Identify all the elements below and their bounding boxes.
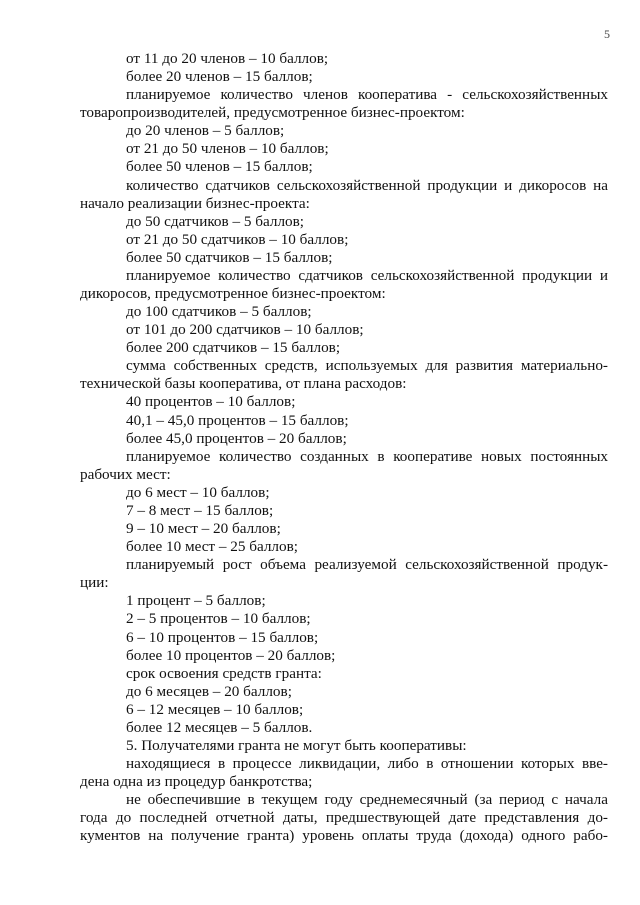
text-line: до 6 мест – 10 баллов;: [126, 483, 270, 501]
text-line: 7 – 8 мест – 15 баллов;: [126, 501, 274, 519]
text-line: рабочих мест:: [80, 465, 171, 483]
text-line: до 50 сдатчиков – 5 баллов;: [126, 212, 305, 230]
text-line: ции:: [80, 574, 109, 592]
text-line: года до последней отчетной даты, предшествующей дате представления до-: [80, 809, 608, 827]
text-line: сумма собственных средств, используемых для развития материально-: [126, 357, 608, 375]
text-line: дена одна из процедур банкротства;: [80, 773, 313, 791]
text-line: более 20 членов – 15 баллов;: [126, 68, 313, 86]
text-line: дикоросов, предусмотренное бизнес-проектом:: [80, 285, 386, 303]
text-line: более 12 месяцев – 5 баллов.: [126, 718, 313, 736]
text-line: до 20 членов – 5 баллов;: [126, 122, 285, 140]
text-line: начало реализации бизнес-проекта:: [80, 194, 310, 212]
text-line: планируемое количество созданных в кооперативе новых постоянных: [126, 447, 608, 465]
text-line: более 10 процентов – 20 баллов;: [126, 646, 336, 664]
text-line: планируемое количество сдатчиков сельскохозяйственной продукции и: [126, 266, 608, 284]
text-line: находящиеся в процессе ликвидации, либо в отношении которых вве-: [126, 755, 608, 773]
text-line: технической базы кооператива, от плана расходов:: [80, 375, 407, 393]
text-line: планируемое количество членов кооператива - сельскохозяйственных: [126, 86, 608, 104]
text-line: до 6 месяцев – 20 баллов;: [126, 682, 292, 700]
text-line: 40,1 – 45,0 процентов – 15 баллов;: [126, 411, 349, 429]
text-line: 6 – 12 месяцев – 10 баллов;: [126, 700, 304, 718]
text-line: более 10 мест – 25 баллов;: [126, 538, 298, 556]
text-line: до 100 сдатчиков – 5 баллов;: [126, 303, 312, 321]
page-number: 5: [604, 27, 610, 41]
text-line: не обеспечившие в текущем году среднемесячный (за период с начала: [126, 791, 608, 809]
text-line: 2 – 5 процентов – 10 баллов;: [126, 610, 311, 628]
text-line: 9 – 10 мест – 20 баллов;: [126, 520, 281, 538]
text-line: от 101 до 200 сдатчиков – 10 баллов;: [126, 321, 364, 339]
document-body: [80, 50, 608, 845]
text-line: более 50 сдатчиков – 15 баллов;: [126, 248, 333, 266]
text-line: 40 процентов – 10 баллов;: [126, 393, 296, 411]
text-line: планируемый рост объема реализуемой сельскохозяйственной продук-: [126, 556, 608, 574]
text-line: более 200 сдатчиков – 15 баллов;: [126, 339, 341, 357]
text-line: более 50 членов – 15 баллов;: [126, 158, 313, 176]
text-line: от 11 до 20 членов – 10 баллов;: [126, 50, 329, 67]
text-line: срок освоения средств гранта:: [126, 664, 322, 682]
text-line: от 21 до 50 членов – 10 баллов;: [126, 140, 329, 158]
text-line: 5. Получателями гранта не могут быть кооперативы:: [126, 736, 467, 754]
text-line: количество сдатчиков сельскохозяйственной продукции и дикоросов на: [126, 176, 608, 194]
text-line: 1 процент – 5 баллов;: [126, 592, 266, 610]
text-line: кументов на получение гранта) уровень оплаты труда (дохода) одного рабо-: [80, 827, 608, 845]
text-line: 6 – 10 процентов – 15 баллов;: [126, 628, 319, 646]
text-line: товаропроизводителей, предусмотренное бизнес-проектом:: [80, 104, 465, 122]
text-line: более 45,0 процентов – 20 баллов;: [126, 429, 347, 447]
text-line: от 21 до 50 сдатчиков – 10 баллов;: [126, 230, 349, 248]
